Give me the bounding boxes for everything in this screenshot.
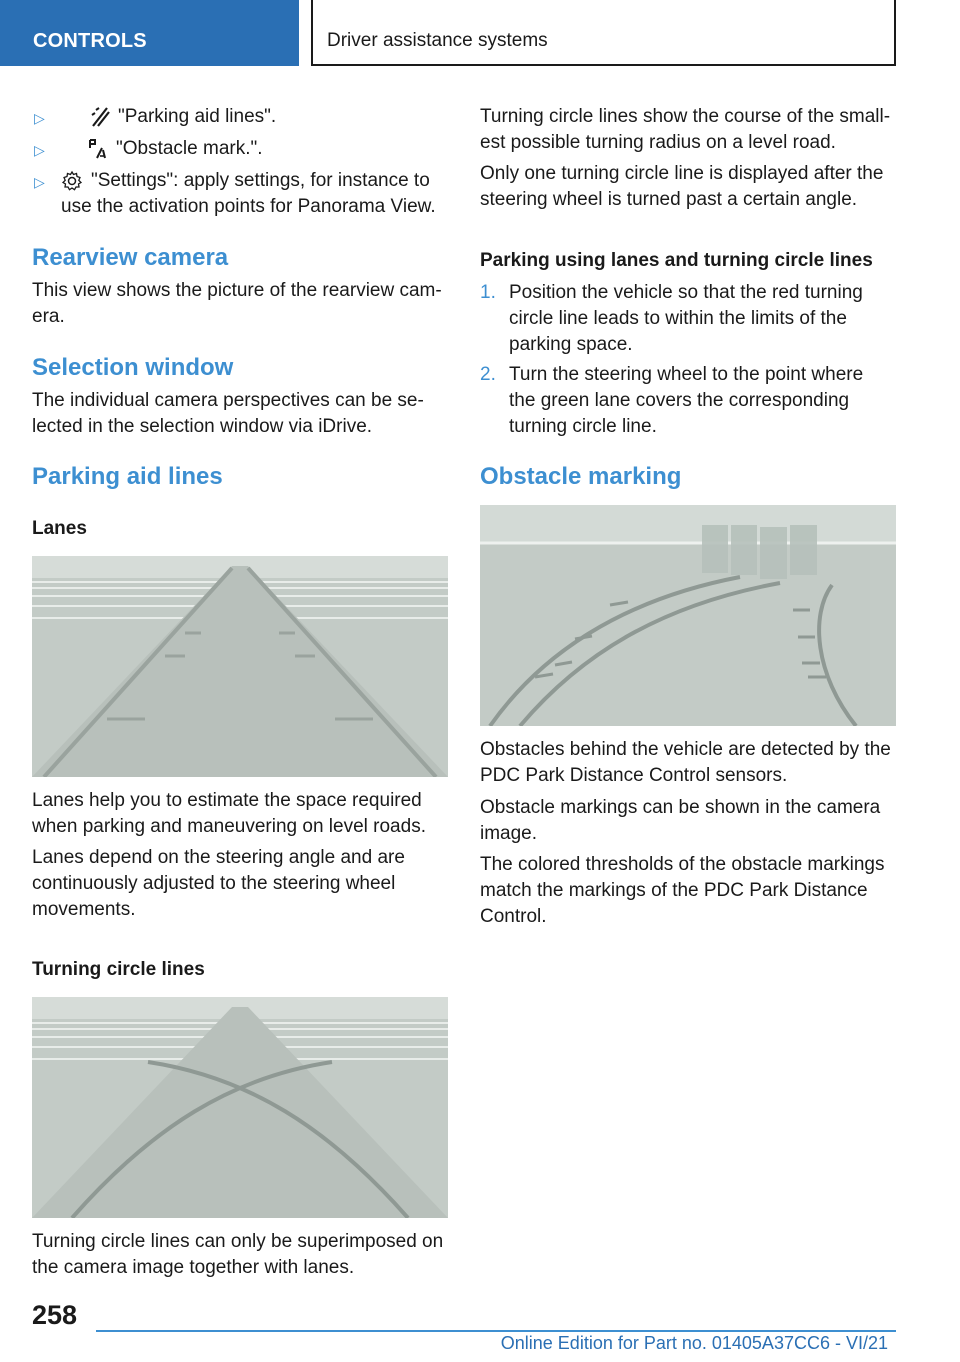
- text-line: the green lane covers the corresponding: [509, 390, 850, 411]
- text-line: The individual camera perspectives can be se-: [32, 390, 424, 411]
- obstacle-paragraph-1: [480, 737, 896, 789]
- text-line: continuously adjusted to the steering wheel: [32, 873, 396, 894]
- step-number: 1.: [480, 282, 496, 303]
- obstacle-mark-icon: [87, 138, 109, 160]
- text-line: Obstacle markings can be shown in the camera: [480, 797, 881, 818]
- lanes-paragraph-1: [32, 788, 448, 840]
- chapter-tab: [311, 0, 896, 66]
- text-line: The colored thresholds of the obstacle markings: [480, 854, 885, 875]
- text-line: Lanes help you to estimate the space required: [32, 790, 422, 811]
- text-line: est possible turning radius on a level road.: [480, 132, 836, 153]
- footer-divider: [96, 1330, 896, 1332]
- subheading-parking-using-lanes: Parking using lanes and turning circle lines: [480, 250, 873, 271]
- settings-gear-icon: [61, 170, 83, 192]
- lanes-camera-image: [32, 556, 448, 777]
- text-line: when parking and maneuvering on level roads.: [32, 816, 426, 837]
- text-line: era.: [32, 306, 65, 327]
- step-text: [509, 362, 895, 440]
- turning-circle-description: [480, 104, 896, 156]
- text-line: Turning circle lines can only be superimposed on: [32, 1231, 444, 1252]
- heading-selection-window: Selection window: [32, 354, 234, 381]
- turning-circle-paragraph: [32, 1229, 448, 1281]
- section-tab: [0, 0, 299, 66]
- subheading-lanes: Lanes: [32, 518, 87, 539]
- step-number: 2.: [480, 364, 496, 385]
- bullet-text-line1: "Settings": apply settings, for instance to: [91, 170, 430, 191]
- heading-rearview-camera: Rearview camera: [32, 244, 229, 271]
- obstacle-marking-camera-image: [480, 505, 896, 726]
- text-line: Obstacles behind the vehicle are detected by the: [480, 739, 891, 760]
- obstacle-paragraph-3: [480, 852, 896, 930]
- bullet-triangle-icon: ▷: [34, 110, 45, 126]
- bullet-text: "Obstacle mark.".: [116, 138, 263, 159]
- rearview-paragraph: [32, 278, 448, 330]
- text-line: turning circle line.: [509, 416, 657, 437]
- text-line: circle line leads to within the limits of the: [509, 308, 847, 329]
- edition-text: Online Edition for Part no. 01405A37CC6 - VI/21: [500, 1333, 888, 1353]
- lanes-paragraph-2: [32, 845, 448, 923]
- text-line: steering wheel is turned past a certain angle.: [480, 189, 858, 210]
- section-label: CONTROLS: [33, 30, 147, 52]
- step-text: [509, 280, 895, 358]
- bullet-text-line2: use the activation points for Panorama View.: [61, 196, 436, 217]
- parking-aid-lines-icon: [89, 106, 111, 128]
- text-line: Only one turning circle line is displayed after the: [480, 163, 884, 184]
- subheading-turning-circle-lines: Turning circle lines: [32, 959, 205, 980]
- bullet-triangle-icon: ▷: [34, 174, 45, 190]
- turning-circle-note: [480, 161, 896, 213]
- text-line: image.: [480, 823, 538, 844]
- bullet-triangle-icon: ▷: [34, 142, 45, 158]
- text-line: lected in the selection window via iDrive.: [32, 416, 373, 437]
- bullet-settings: [32, 168, 448, 220]
- text-line: the camera image together with lanes.: [32, 1257, 355, 1278]
- text-line: match the markings of the PDC Park Distance: [480, 880, 868, 901]
- heading-parking-aid-lines: Parking aid lines: [32, 463, 223, 490]
- selection-paragraph: [32, 388, 448, 440]
- turning-circle-camera-image: [32, 997, 448, 1218]
- chapter-label: Driver assistance systems: [327, 30, 548, 51]
- heading-obstacle-marking: Obstacle marking: [480, 463, 682, 490]
- bullet-text: "Parking aid lines".: [118, 106, 277, 127]
- text-line: Turning circle lines show the course of the small-: [480, 106, 891, 127]
- text-line: Turn the steering wheel to the point where: [509, 364, 864, 385]
- page-number: 258: [32, 1300, 78, 1330]
- text-line: Lanes depend on the steering angle and are: [32, 847, 405, 868]
- text-line: This view shows the picture of the rearview cam-: [32, 280, 442, 301]
- text-line: movements.: [32, 899, 136, 920]
- text-line: Position the vehicle so that the red turning: [509, 282, 863, 303]
- obstacle-paragraph-2: [480, 795, 896, 847]
- text-line: Control.: [480, 906, 547, 927]
- text-line: PDC Park Distance Control sensors.: [480, 765, 788, 786]
- text-line: parking space.: [509, 334, 633, 355]
